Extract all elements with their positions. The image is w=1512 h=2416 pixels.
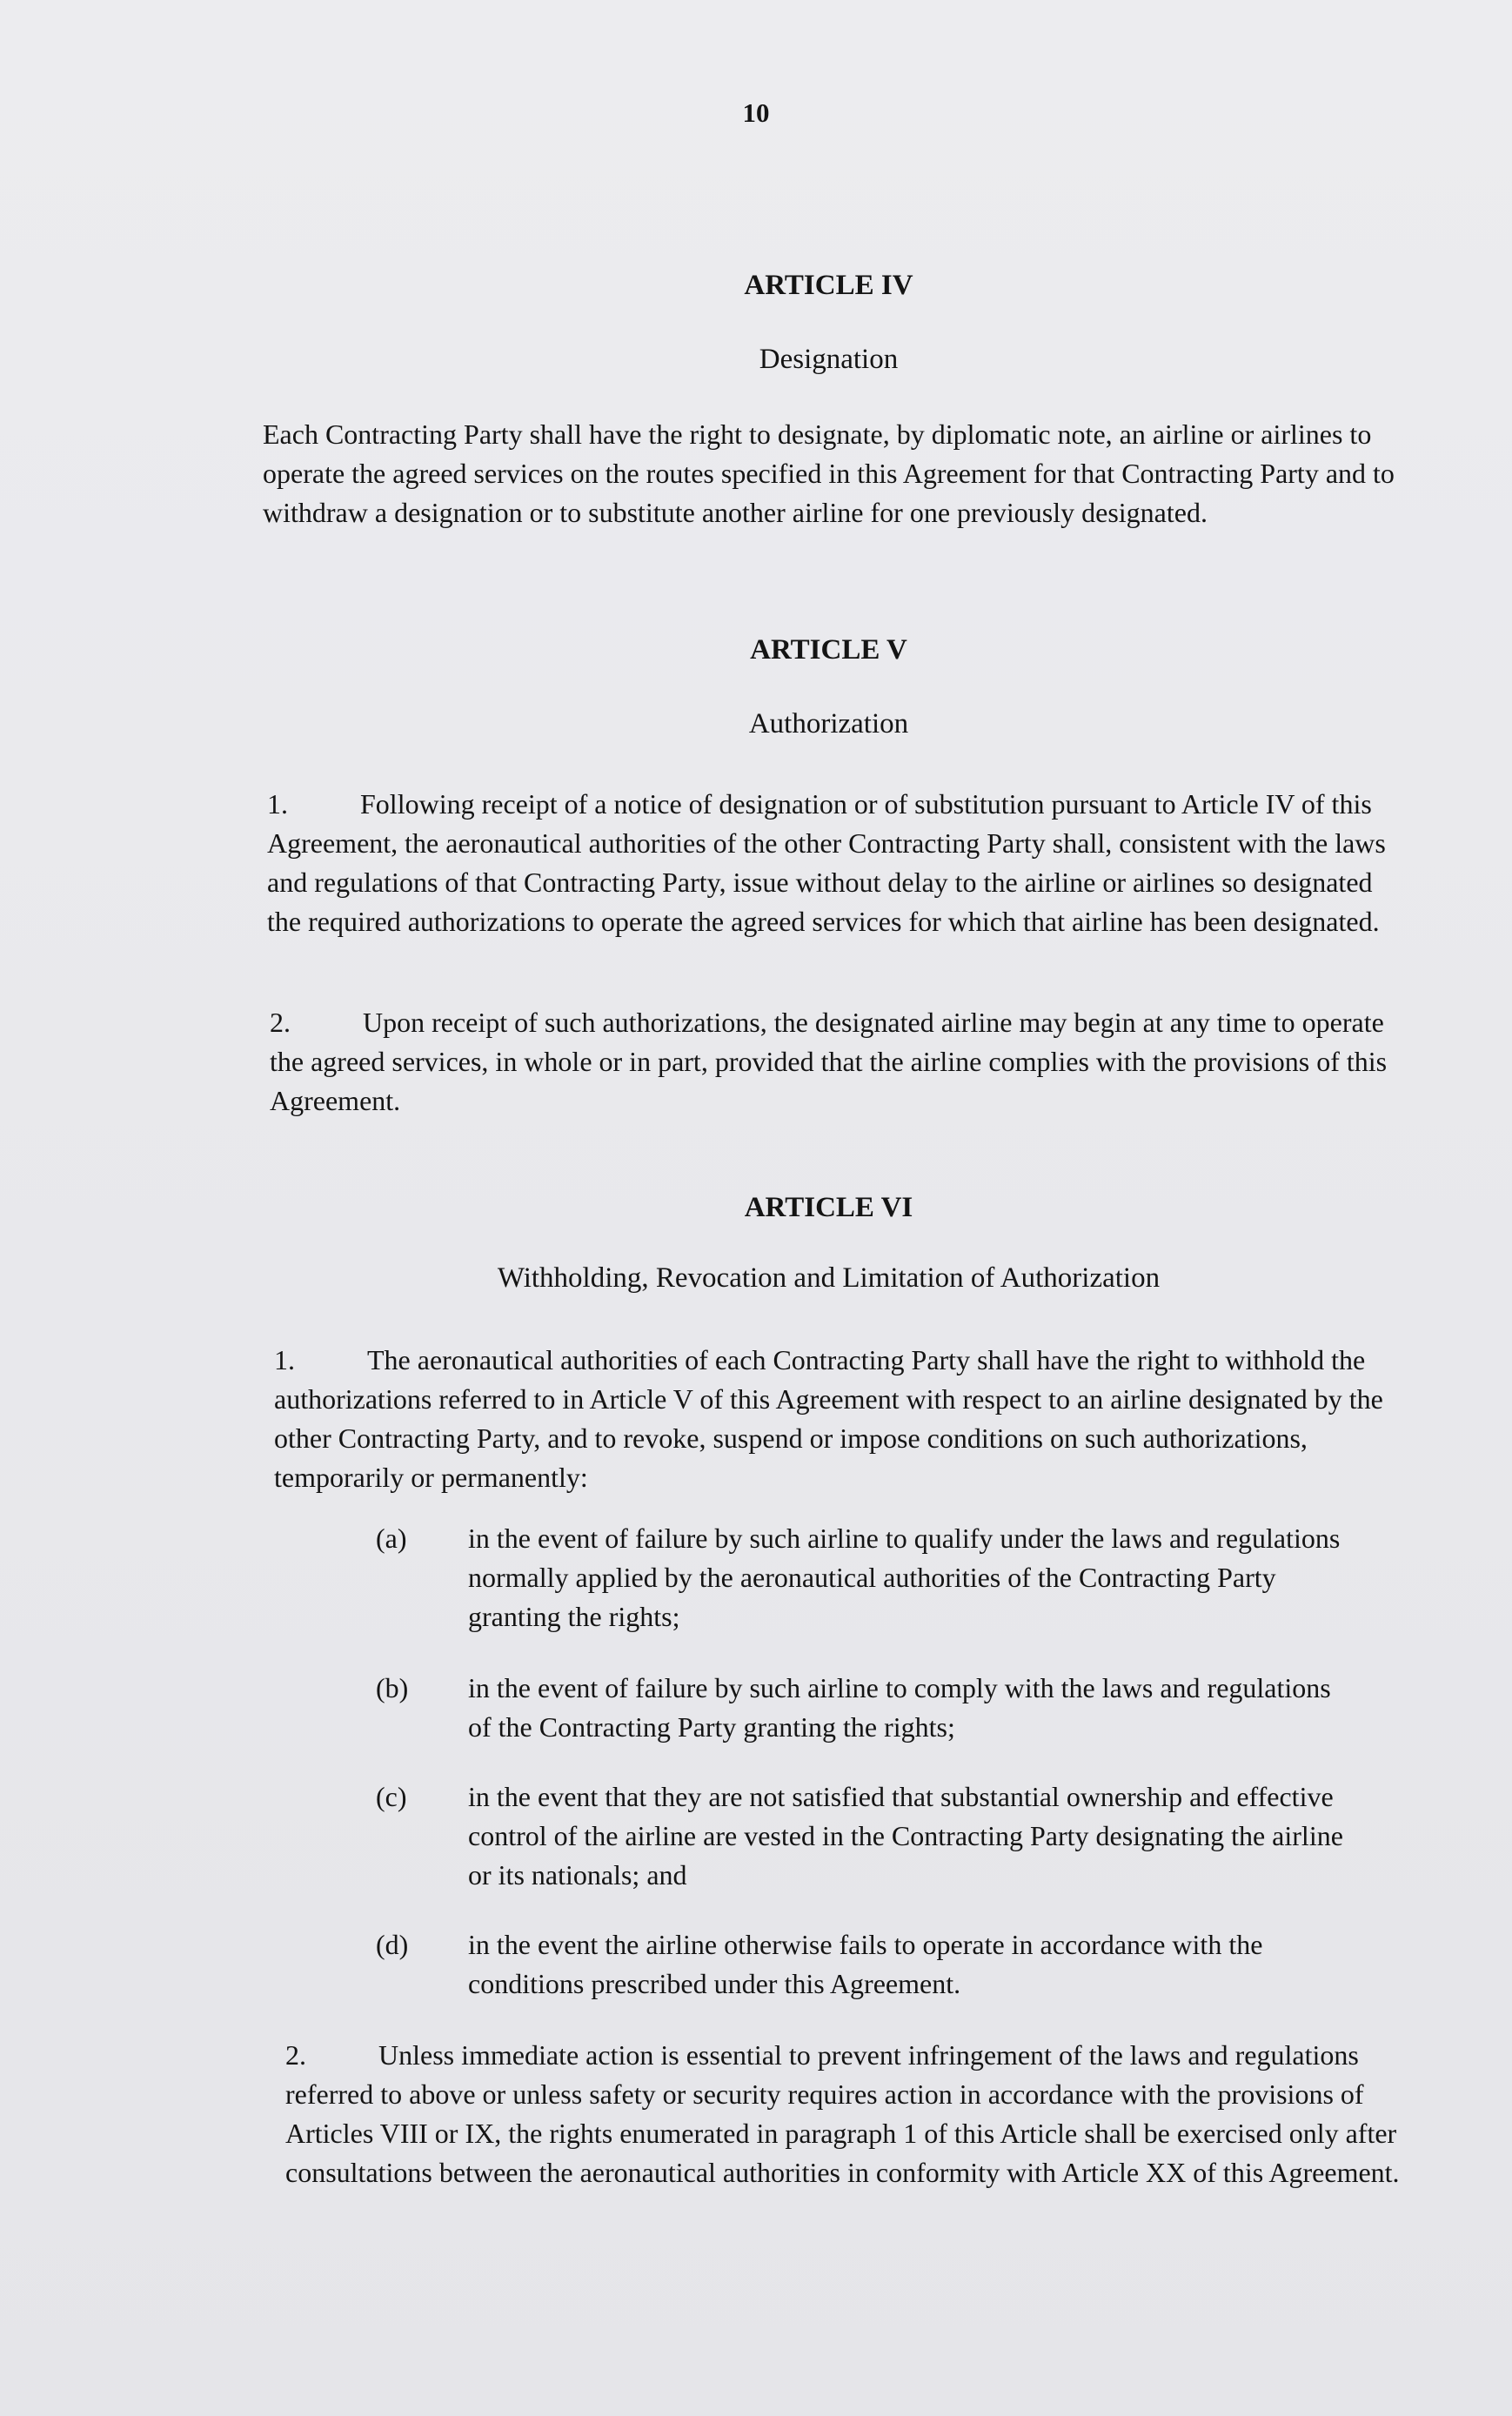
article-4-heading: ARTICLE IV <box>744 270 913 301</box>
list-item-label: (c) <box>376 1781 407 1812</box>
list-item-b <box>376 1669 1359 1751</box>
list-item-label: (b) <box>376 1672 409 1703</box>
article-4-body: Each Contracting Party shall have the right to designate, by diplomatic note, an airline or airlines to operate the agreed services on the routes specified in this Agreement for that Contracting Party and to withdraw a designation or to substitute another airline for one previously designated. <box>263 418 1395 528</box>
article-6-paragraph-2 <box>285 2036 1416 2192</box>
paragraph-text: Upon receipt of such authorizations, the designated airline may begin at any time to operate the agreed services, in whole or in part, provided that the airline complies with the provisions of this Agreement. <box>270 1007 1388 1116</box>
article-6-heading: ARTICLE VI <box>744 1192 913 1223</box>
paragraph-number: 2. <box>285 2039 306 2071</box>
list-item-a <box>376 1519 1359 1641</box>
paragraph-number: 1. <box>274 1344 295 1375</box>
article-5-heading: ARTICLE V <box>750 634 907 666</box>
page-number: 10 <box>742 97 770 128</box>
article-5-title: Authorization <box>748 708 909 740</box>
paragraph-text: The aeronautical authorities of each Contracting Party shall have the right to withhold the authorizations referred to in Article V of this Agreement with respect to an airline designated by the other Contracting Party, and to revoke, suspend or impose conditions on such authorizations, temporarily or permanently: <box>274 1344 1383 1493</box>
paragraph-text: Following receipt of a notice of designation or of substitution pursuant to Article IV of this Agreement, the aeronautical authorities of the other Contracting Party shall, consistent with the laws and regulations of that Contracting Party, issue without delay to the airline or airlines so designated the required authorizations to operate the agreed services for which that airline has been designated. <box>267 788 1386 937</box>
article-5-paragraph-2 <box>270 1003 1401 1121</box>
list-item-label: (a) <box>376 1523 407 1554</box>
list-item-text: in the event of failure by such airline to comply with the laws and regulations of the Contracting Party granting the rights; <box>468 1672 1331 1743</box>
paragraph-text: Unless immediate action is essential to prevent infringement of the laws and regulations referred to above or unless safety or security requires action in accordance with the provisions of Articles VIII or IX, the rights enumerated in paragraph 1 of this Article shall be exercised only after consultations between the aeronautical authorities in conformity with Article XX of this Agreement. <box>285 2039 1400 2188</box>
list-item-d <box>376 1925 1359 2008</box>
list-item-text: in the event of failure by such airline to qualify under the laws and regulations normally applied by the aeronautical authorities of the Contracting Party granting the rights; <box>468 1523 1341 1632</box>
list-item-text: in the event the airline otherwise fails to operate in accordance with the conditions prescribed under this Agreement. <box>468 1929 1263 1999</box>
article-4-title: Designation <box>759 344 899 375</box>
list-item-c <box>376 1777 1359 1899</box>
list-item-label: (d) <box>376 1929 409 1960</box>
list-item-text: in the event that they are not satisfied that substantial ownership and effective control of the airline are vested in the Contracting Party designating the airline or its nationals; and <box>468 1781 1343 1891</box>
paragraph-number: 2. <box>270 1007 291 1038</box>
article-5-paragraph-1 <box>267 785 1398 941</box>
article-6-title: Withholding, Revocation and Limitation of Authorization <box>497 1262 1161 1294</box>
article-6-paragraph-1 <box>274 1341 1405 1497</box>
paragraph-number: 1. <box>267 788 288 820</box>
